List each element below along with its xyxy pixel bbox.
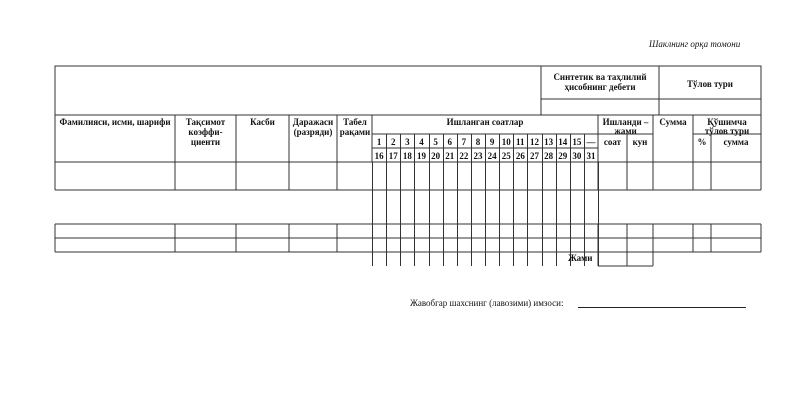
col-total-days-header: кун (632, 137, 648, 147)
day-number: 20 (431, 151, 441, 161)
day-number: 25 (501, 151, 511, 161)
day-number: 7 (461, 137, 467, 147)
payment-type-header: Тўлов тури (687, 79, 733, 89)
day-number: 21 (445, 151, 455, 161)
col-profession-header: Касби (250, 117, 275, 127)
col-total-header-2: жами (614, 126, 637, 136)
col-grade-header-2: (разряди) (293, 127, 333, 137)
day-number: 2 (390, 137, 396, 147)
day-number: 22 (459, 151, 469, 161)
col-name-header: Фамилияси, исми, шарифи (59, 117, 171, 127)
day-number: 29 (558, 151, 568, 161)
day-number: 31 (586, 151, 596, 161)
day-number: 9 (489, 137, 495, 147)
col-coeff-header-2: коэффи- (188, 127, 223, 137)
col-grade-header-1: Даражаси (292, 117, 334, 127)
signature-label: Жавобгар шахснинг (лавозими) имзоси: (410, 298, 564, 308)
col-extra-sum-header: сумма (723, 137, 749, 147)
day-number: 3 (405, 137, 410, 147)
day-number: 23 (473, 151, 483, 161)
day-number: 4 (419, 137, 424, 147)
day-number: 19 (416, 151, 426, 161)
col-total-hours-header: соат (603, 137, 622, 147)
day-number: 30 (572, 151, 582, 161)
col-total-header-1: Ишланди – (602, 117, 649, 127)
col-tab-header-2: рақами (339, 127, 371, 137)
form-back-side-note: Шаклнинг орқа томони (649, 39, 741, 49)
col-extra-header-2: тўлов тури (704, 126, 750, 136)
day-number: 14 (558, 137, 568, 147)
day-number: 1 (376, 137, 382, 147)
col-tab-header-1: Табел (343, 117, 367, 127)
day-number: 13 (544, 137, 554, 147)
col-sum-header: Сумма (659, 117, 687, 127)
day-number: 8 (475, 137, 481, 147)
day-number: 10 (501, 137, 511, 147)
total-row-label: Жами (568, 253, 593, 263)
day-number: — (586, 137, 596, 147)
day-number: 6 (447, 137, 452, 147)
col-coeff-header-3: циенти (190, 137, 221, 147)
col-extra-header-1: Қўшимча (707, 117, 747, 127)
day-number: 16 (374, 151, 384, 161)
day-number: 5 (433, 137, 438, 147)
col-hours-worked-header: Ишланган соатлар (446, 117, 524, 127)
signature-line[interactable] (578, 307, 746, 308)
account-debit-header: Синтетик ва таҳлилий ҳисобнинг дебети (553, 72, 647, 92)
day-number: 17 (388, 151, 398, 161)
day-number: 18 (402, 151, 412, 161)
day-number: 27 (529, 151, 539, 161)
day-number: 24 (487, 151, 497, 161)
day-number: 15 (572, 137, 582, 147)
col-coeff-header-1: Тақсимот (185, 117, 226, 127)
day-number: 12 (529, 137, 539, 147)
day-number: 28 (544, 151, 554, 161)
day-number: 11 (516, 137, 525, 147)
col-extra-percent-header: % (697, 137, 707, 147)
day-number: 26 (515, 151, 525, 161)
